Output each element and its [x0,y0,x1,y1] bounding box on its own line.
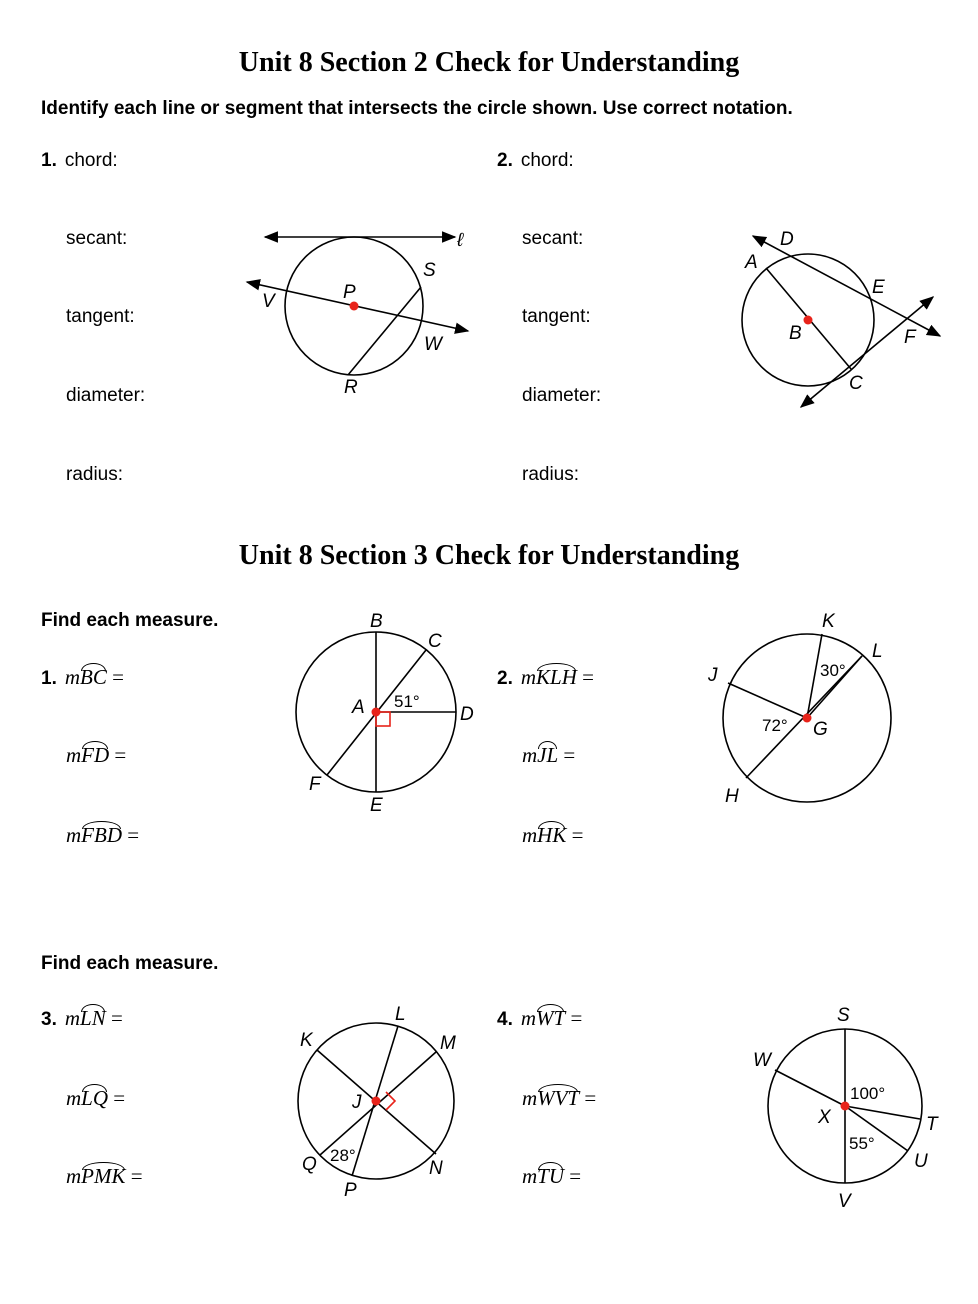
arc-notation: JL [537,740,558,768]
point-label-s: S [837,1005,850,1026]
point-label-c: C [849,373,863,394]
point-label-d: D [460,704,474,725]
s2-p1-secant-label: secant: [66,228,128,249]
section2-instructions: Identify each line or segment that intersects the circle shown. Use correct notation. [41,98,793,119]
s2-p1-tangent-label: tangent: [66,306,135,327]
s2-p1-chord-label: 1. chord: [41,150,118,171]
angle-label-72: 72° [762,716,788,735]
point-label-h: H [725,786,739,807]
point-label-v: V [838,1191,851,1212]
line-label-l: ℓ [457,230,464,251]
point-label-f: F [904,327,916,348]
point-label-x: X [818,1107,831,1128]
s3-p1-item-1: 1. mBC = [41,662,124,690]
arc-notation: HK [537,820,566,848]
s2-p1-diameter-label: diameter: [66,385,146,406]
arc-notation: WVT [537,1083,579,1111]
s3-p2-item-2: mJL = [522,740,575,768]
s3-p4-item-2: mWVT = [522,1083,596,1111]
s2-p2-secant-label: secant: [522,228,584,249]
arc-notation: FD [81,740,109,768]
point-label-a: A [352,697,365,718]
s3-p3-item-3: mPMK = [66,1161,143,1189]
point-label-a: A [745,252,758,273]
arc-notation: WT [536,1003,565,1031]
s3-p2-item-3: mHK = [522,820,583,848]
section3-title: Unit 8 Section 3 Check for Understanding [238,540,740,571]
point-label-q: Q [302,1154,317,1175]
problem-number: 2. [497,668,513,689]
point-label-g: G [813,719,828,740]
angle-label-51: 51° [394,692,420,711]
angle-label-100: 100° [850,1084,886,1103]
radius-xw [775,1070,845,1106]
point-label-f: F [309,774,321,795]
problem-number: 1. [41,150,57,171]
problem-number: 4. [497,1009,513,1030]
s3-p2-item-1: 2. mKLH = [497,662,594,690]
arc-notation: BC [80,662,107,690]
s3-p1-item-3: mFBD = [66,820,139,848]
section3-group1-instructions: Find each measure. [41,610,219,631]
s2-p2-tangent-label: tangent: [522,306,591,327]
point-label-k: K [822,611,835,632]
point-label-c: C [428,631,442,652]
s2-p2-diameter-label: diameter: [522,385,602,406]
point-label-r: R [344,377,358,398]
problem-number: 1. [41,668,57,689]
point-label-w: W [753,1050,771,1071]
point-label-m: M [440,1033,456,1054]
point-label-b: B [370,611,383,632]
problem-number: 2. [497,150,513,171]
point-label-k: K [300,1030,313,1051]
radius-xt [845,1106,920,1119]
s3-p3-item-1: 3. mLN = [41,1003,123,1031]
s3-p4-item-1: 4. mWT = [497,1003,582,1031]
point-label-l: L [395,1004,406,1025]
arc-notation: TU [537,1161,564,1189]
problem-number: 3. [41,1009,57,1030]
arc-notation: FBD [81,820,122,848]
s3-p4-item-3: mTU = [522,1161,581,1189]
center-point-x [841,1102,850,1111]
point-label-e: E [872,277,885,298]
point-label-b: B [789,323,802,344]
point-label-v: V [262,291,275,312]
arc-notation: KLH [536,662,577,690]
s3-p1-item-2: mFD = [66,740,126,768]
point-label-p: P [343,282,356,303]
arc-notation: LQ [81,1083,108,1111]
section2-title: Unit 8 Section 2 Check for Understanding [238,47,740,78]
s2-p2-radius-label: radius: [522,464,580,485]
point-label-w: W [424,334,442,355]
point-label-j: J [352,1092,362,1113]
point-label-e: E [370,795,383,816]
point-label-u: U [914,1151,928,1172]
angle-label-30: 30° [820,661,846,680]
s2-p2-chord-label: 2. chord: [497,150,574,171]
point-label-d: D [780,229,794,250]
arc-notation: LN [80,1003,106,1031]
point-label-s: S [423,260,436,281]
point-label-p: P [344,1180,357,1201]
point-label-l: L [872,641,883,662]
point-label-n: N [429,1158,443,1179]
point-label-j: J [708,665,718,686]
angle-label-55: 55° [849,1134,875,1153]
angle-label-28: 28° [330,1146,356,1165]
section3-group2-instructions: Find each measure. [41,953,219,974]
point-label-t: T [926,1114,938,1135]
s3-p3-item-2: mLQ = [66,1083,125,1111]
s2-p1-radius-label: radius: [66,464,124,485]
arc-notation: PMK [81,1161,125,1189]
